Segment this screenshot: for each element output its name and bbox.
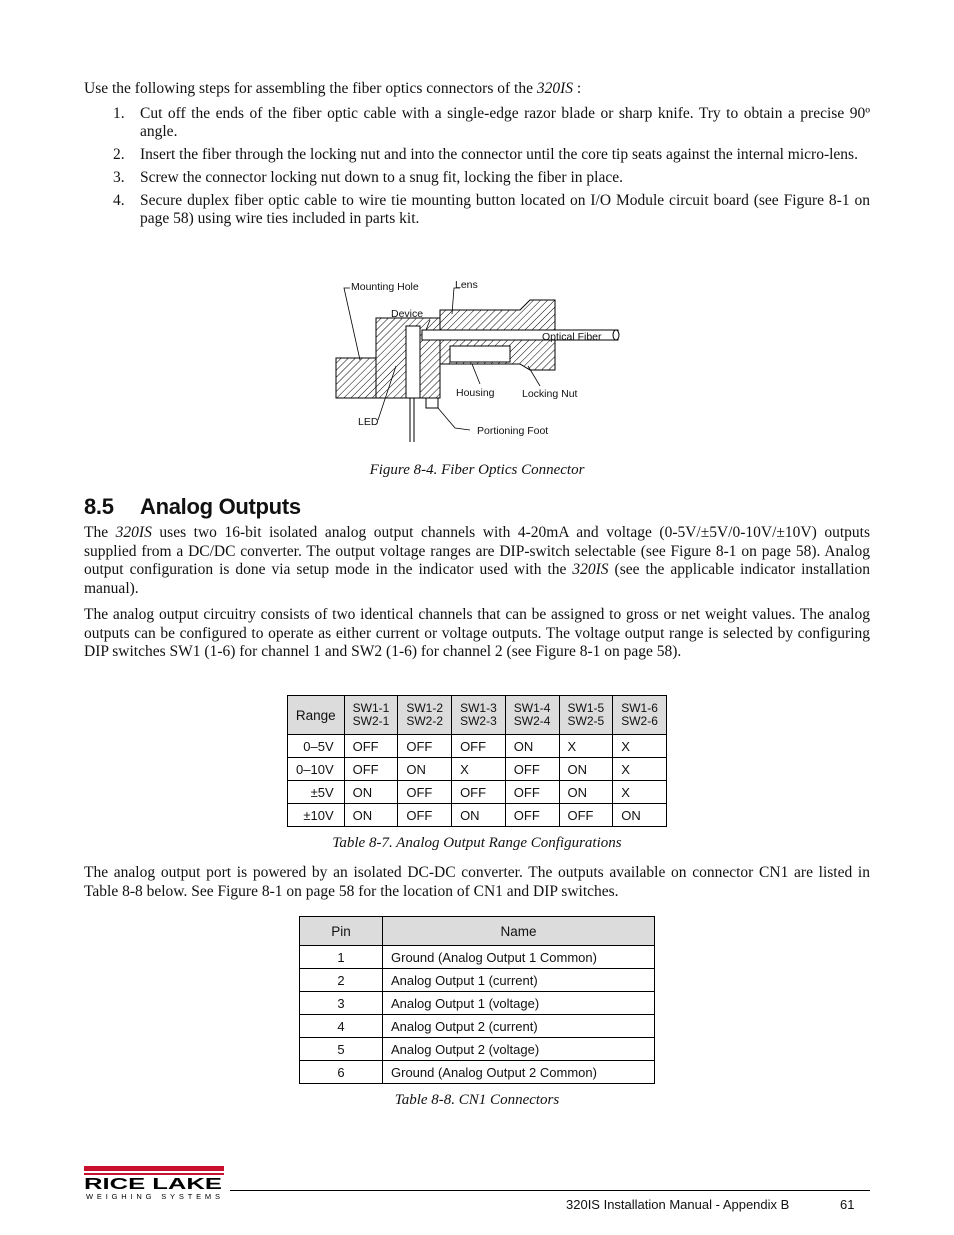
table-row: [288, 781, 667, 804]
section-title: Analog Outputs: [140, 494, 301, 519]
header-switch: [559, 696, 613, 735]
table-cell: ±5V: [288, 781, 345, 804]
footer-rule: [230, 1190, 870, 1191]
paragraph-circuitry: The analog output circuitry consists of two identical channels that can be assigned to gross or net weight values. The analog outputs can be configured to operate as either current or voltage outputs. The voltage output range is selected by configuring DIP switches SW1 (1-6) for channel 1 and SW2 (1-6) for channel 2 (see Figure 8-1 on page 58).: [84, 606, 870, 660]
table-cell: ON: [344, 781, 398, 804]
header-switch: [505, 696, 559, 735]
header-line: SW1-1: [352, 701, 390, 715]
step-number: 3.: [113, 169, 125, 186]
table-cell: X: [452, 758, 506, 781]
intro-text: [84, 80, 870, 98]
table-cell: ON: [505, 735, 559, 758]
table-cell: Analog Output 1 (voltage): [383, 992, 655, 1015]
intro-text-start: Use the following steps for assembling the fiber optics connectors of the: [84, 80, 537, 97]
step-item: [84, 105, 870, 141]
step-text: Cut off the ends of the fiber optic cable with a single-edge razor blade or sharp knife. Try to obtain a precise 90º angle.: [140, 105, 870, 140]
label-housing: Housing: [456, 387, 495, 399]
table-cell: 4: [300, 1015, 383, 1038]
table-cell: ON: [559, 758, 613, 781]
header-line: SW1-4: [513, 701, 551, 715]
table-row: [288, 735, 667, 758]
header-switch: [344, 696, 398, 735]
table-cell: ±10V: [288, 804, 345, 827]
table-cell: OFF: [398, 804, 452, 827]
label-lens: Lens: [455, 279, 478, 291]
label-portioning-foot: Portioning Foot: [477, 425, 549, 437]
header-switch: [398, 696, 452, 735]
paragraph-converter: The analog output port is powered by an isolated DC-DC converter. The outputs available on connector CN1 are listed in Table 8-8 below. See Figure 8-1 on page 58 for the location of CN1 and DIP switches.: [84, 864, 870, 900]
step-item: [84, 192, 870, 228]
table-cell: ON: [344, 804, 398, 827]
fiber-optics-connector-diagram: [330, 270, 630, 442]
table-row: [300, 992, 655, 1015]
footer-doc-title: 320IS Installation Manual - Appendix B: [566, 1197, 790, 1212]
table-cell: 6: [300, 1061, 383, 1084]
table-row: [288, 804, 667, 827]
table-row: [300, 946, 655, 969]
header-line: SW2-2: [406, 714, 444, 728]
table-cell: OFF: [344, 735, 398, 758]
table-cell: ON: [452, 804, 506, 827]
page-number: 61: [840, 1197, 855, 1212]
step-item: [84, 146, 870, 164]
figure-caption: Figure 8-4. Fiber Optics Connector: [369, 462, 585, 478]
step-number: 1.: [113, 105, 125, 122]
table-row: [300, 1015, 655, 1038]
table-cell: OFF: [505, 804, 559, 827]
step-text: Secure duplex fiber optic cable to wire tie mounting button located on I/O Module circuit board (see Figure 8-1 on page 58) using wire ties included in parts kit.: [140, 192, 870, 227]
table-cell: 0–10V: [288, 758, 345, 781]
header-line: SW1-3: [460, 701, 497, 715]
header-name: Name: [383, 917, 655, 946]
header-range: Range: [288, 696, 345, 735]
table-cell: 0–5V: [288, 735, 345, 758]
table-cell: X: [559, 735, 613, 758]
table-header-row: [300, 917, 655, 946]
table-header-row: [288, 696, 667, 735]
product-name: 320IS: [572, 561, 609, 578]
label-mounting-hole: Mounting Hole: [351, 281, 419, 293]
table-caption: Table 8-7. Analog Output Range Configurations: [332, 835, 622, 851]
table-cell: 3: [300, 992, 383, 1015]
cn1-connectors-table: [299, 916, 655, 1084]
table-cell: OFF: [505, 758, 559, 781]
table-cell: 2: [300, 969, 383, 992]
logo-name: RICE LAKE: [84, 1176, 223, 1193]
step-number: 4.: [113, 192, 125, 209]
header-switch: [613, 696, 667, 735]
table-cell: X: [613, 758, 667, 781]
table-row: [300, 1061, 655, 1084]
header-line: SW2-5: [567, 714, 605, 728]
step-number: 2.: [113, 146, 125, 163]
section-heading: [84, 494, 301, 520]
table-cell: OFF: [559, 804, 613, 827]
intro-text-end: :: [573, 80, 582, 97]
label-optical-fiber: Optical Fiber: [542, 331, 602, 343]
table-cell: 1: [300, 946, 383, 969]
header-line: SW2-4: [513, 714, 551, 728]
header-line: SW2-3: [460, 714, 497, 728]
table-cell: Analog Output 2 (voltage): [383, 1038, 655, 1061]
table-cell: Ground (Analog Output 2 Common): [383, 1061, 655, 1084]
table-cell: ON: [398, 758, 452, 781]
table-cell: OFF: [452, 735, 506, 758]
table-cell: Analog Output 1 (current): [383, 969, 655, 992]
section-number: 8.5: [84, 494, 114, 519]
paragraph-intro: [84, 524, 870, 598]
header-line: SW1-2: [406, 701, 444, 715]
rice-lake-logo: [84, 1166, 224, 1202]
label-device: Device: [391, 308, 424, 320]
table-cell: 5: [300, 1038, 383, 1061]
header-line: SW2-6: [621, 714, 658, 728]
table-row: [288, 758, 667, 781]
header-pin: Pin: [300, 917, 383, 946]
step-text: Insert the fiber through the locking nut and into the connector until the core tip seats against the internal micro-lens.: [140, 146, 858, 163]
header-line: SW2-1: [352, 714, 390, 728]
table-cell: ON: [613, 804, 667, 827]
table-cell: Ground (Analog Output 1 Common): [383, 946, 655, 969]
header-switch: [452, 696, 506, 735]
text-run: uses two 16-bit isolated analog output channels with 4-20mA and voltage (0-5V/±5V/0-10V/±10V) outputs supplied from a DC/DC converter. The output voltage ranges are DIP-switch selectable (see Figure 8-1 on page 58). Analog output configuration is done via setup mode in the indicator used with the: [84, 524, 870, 578]
table-cell: OFF: [452, 781, 506, 804]
product-name: 320IS: [536, 80, 574, 97]
text-run: The: [84, 524, 116, 541]
table-cell: OFF: [398, 735, 452, 758]
step-item: [84, 169, 870, 187]
step-text: Screw the connector locking nut down to a snug fit, locking the fiber in place.: [140, 169, 623, 186]
label-locking-nut: Locking Nut: [522, 388, 578, 400]
header-line: SW1-6: [621, 701, 658, 715]
logo-subtitle: WEIGHING SYSTEMS: [86, 1192, 220, 1201]
table-cell: OFF: [344, 758, 398, 781]
table-row: [300, 1038, 655, 1061]
table-cell: X: [613, 735, 667, 758]
analog-output-range-table: [287, 695, 667, 827]
table-row: [300, 969, 655, 992]
table-cell: X: [613, 781, 667, 804]
label-led: LED: [358, 416, 379, 428]
table-caption: Table 8-8. CN1 Connectors: [394, 1092, 560, 1108]
header-line: SW1-5: [567, 701, 605, 715]
product-name: 320IS: [115, 524, 152, 541]
table-cell: OFF: [398, 781, 452, 804]
assembly-steps: [84, 105, 870, 233]
table-cell: OFF: [505, 781, 559, 804]
table-cell: Analog Output 2 (current): [383, 1015, 655, 1038]
text-run: (see the applicable indicator installation manual).: [84, 561, 871, 597]
table-cell: ON: [559, 781, 613, 804]
